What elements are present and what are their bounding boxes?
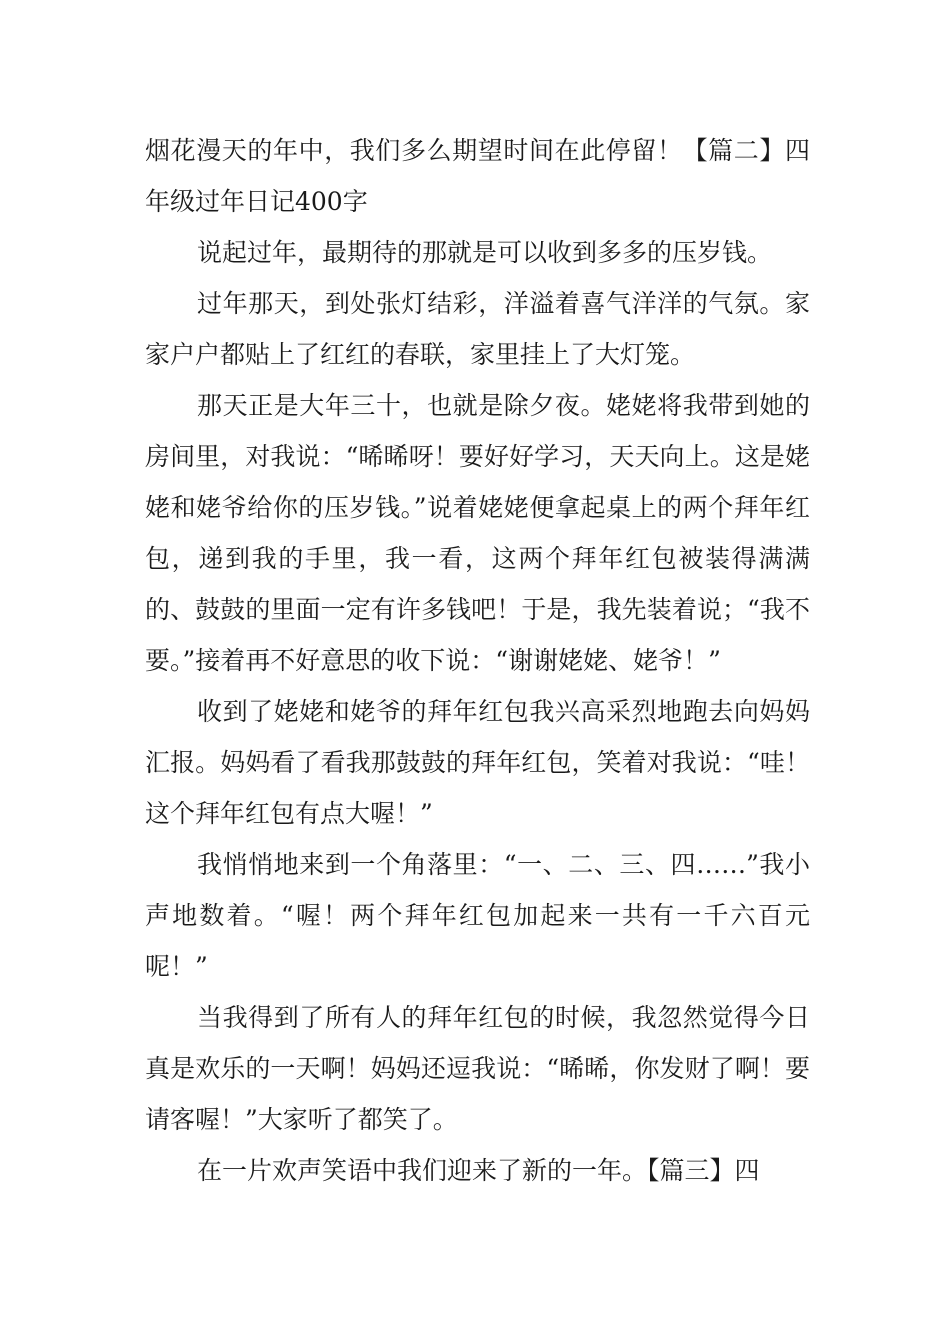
paragraph: 我悄悄地来到一个角落里：“一、二、三、四……”我小声地数着。“喔！两个拜年红包加起来一共有一千六百元呢！” — [145, 850, 810, 981]
paragraph: 过年那天，到处张灯结彩，洋溢着喜气洋洋的气氛。家家户户都贴上了红红的春联，家里挂上了大灯笼。 — [145, 289, 810, 369]
paragraph: 烟花漫天的年中，我们多么期望时间在此停留！【篇二】四年级过年日记400字 — [145, 136, 810, 216]
document-body — [145, 125, 810, 1196]
paragraph: 在一片欢声笑语中我们迎来了新的一年。【篇三】四 — [197, 1156, 760, 1185]
paragraph: 当我得到了所有人的拜年红包的时候，我忽然觉得今日真是欢乐的一天啊！妈妈还逗我说：“晞晞，你发财了啊！要请客喔！”大家听了都笑了。 — [145, 1003, 810, 1134]
paragraph: 说起过年，最期待的那就是可以收到多多的压岁钱。 — [197, 238, 773, 267]
paragraph: 那天正是大年三十，也就是除夕夜。姥姥将我带到她的房间里，对我说：“晞晞呀！要好好学习，天天向上。这是姥姥和姥爷给你的压岁钱。”说着姥姥便拿起桌上的两个拜年红包，递到我的手里，我一看，这两个拜年红包被装得满满的、鼓鼓的里面一定有许多钱吧！于是，我先装着说；“我不要。”接着再不好意思的收下说：“谢谢姥姥、姥爷！” — [145, 391, 810, 675]
paragraph: 收到了姥姥和姥爷的拜年红包我兴高采烈地跑去向妈妈汇报。妈妈看了看我那鼓鼓的拜年红包，笑着对我说：“哇！这个拜年红包有点大喔！” — [145, 697, 810, 828]
